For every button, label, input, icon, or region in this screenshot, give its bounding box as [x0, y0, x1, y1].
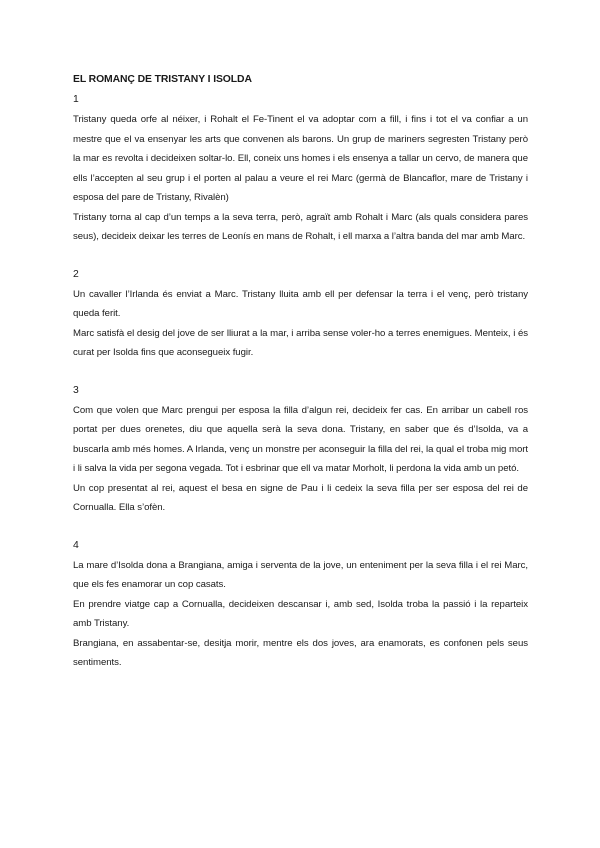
paragraph: La mare d’Isolda dona a Brangiana, amiga i serventa de la jove, un enteniment per la seva filla i el rei Marc, que els fes enamorar un cop casats. [73, 559, 528, 590]
section-number: 3 [73, 384, 79, 396]
paragraph: Com que volen que Marc prengui per esposa la filla d’algun rei, decideix fer cas. En arribar un cabell ros portat per dues orenetes, diu que aquella serà la seva dona. Tristany, en saber que és d’Isolda, va a buscarla amb més homes. A Irlanda, venç un monstre per aconseguir la filla del rei, la qual el troba mig mort i li salva la vida per segona vegada. Tot i esbrinar que ell va matar Morholt, li perdona la vida amb un petó. [73, 404, 528, 474]
section-3 [73, 381, 528, 518]
paragraph: Marc satisfà el desig del jove de ser lliurat a la mar, i arriba sense voler-ho a terres enemigues. Menteix, i és curat per Isolda fins que aconsegueix fugir. [73, 327, 528, 358]
section-4 [73, 536, 528, 673]
paragraph: Brangiana, en assabentar-se, desitja morir, mentre els dos joves, ara enamorats, es confonen pels seus sentiments. [73, 637, 528, 668]
paragraph: Tristany queda orfe al néixer, i Rohalt el Fe-Tinent el va adoptar com a fill, i fins i tot el va confiar a un mestre que el va ensenyar les arts que convenen als barons. Un grup de mariners segresten Tristany però la mar es revolta i decideixen soltar-lo. Ell, coneix uns homes i els ensenya a tallar un cervo, de manera que ells l’accepten al seu grup i el porten al palau a veure el rei Marc (germà de Blancaflor, mare de Tristany i esposa del pare de Tristany, Rivalèn) [73, 114, 528, 203]
paragraph: En prendre viatge cap a Cornualla, decideixen descansar i, amb sed, Isolda troba la passió i la reparteix amb Tristany. [73, 598, 528, 629]
section-number: 2 [73, 268, 79, 280]
paragraph: Un cop presentat al rei, aquest el besa en signe de Pau i li cedeix la seva filla per ser esposa del rei de Cornualla. Ella s’ofèn. [73, 482, 528, 513]
paragraph: Un cavaller l’Irlanda és enviat a Marc. Tristany lluita amb ell per defensar la terra i el venç, però tristany queda ferit. [73, 288, 528, 319]
section-number: 1 [73, 94, 79, 105]
section-2 [73, 265, 528, 363]
paragraph: Tristany torna al cap d’un temps a la seva terra, però, agraït amb Rohalt i Marc (als quals considera pares seus), decideix deixar les terres de Leonís en mans de Rohalt, i ell marxa a l’altra banda del mar amb Marc. [73, 211, 528, 242]
section-number: 4 [73, 539, 79, 551]
section-1 [73, 90, 528, 247]
document-title: EL ROMANÇ DE TRISTANY I ISOLDA [73, 74, 252, 85]
